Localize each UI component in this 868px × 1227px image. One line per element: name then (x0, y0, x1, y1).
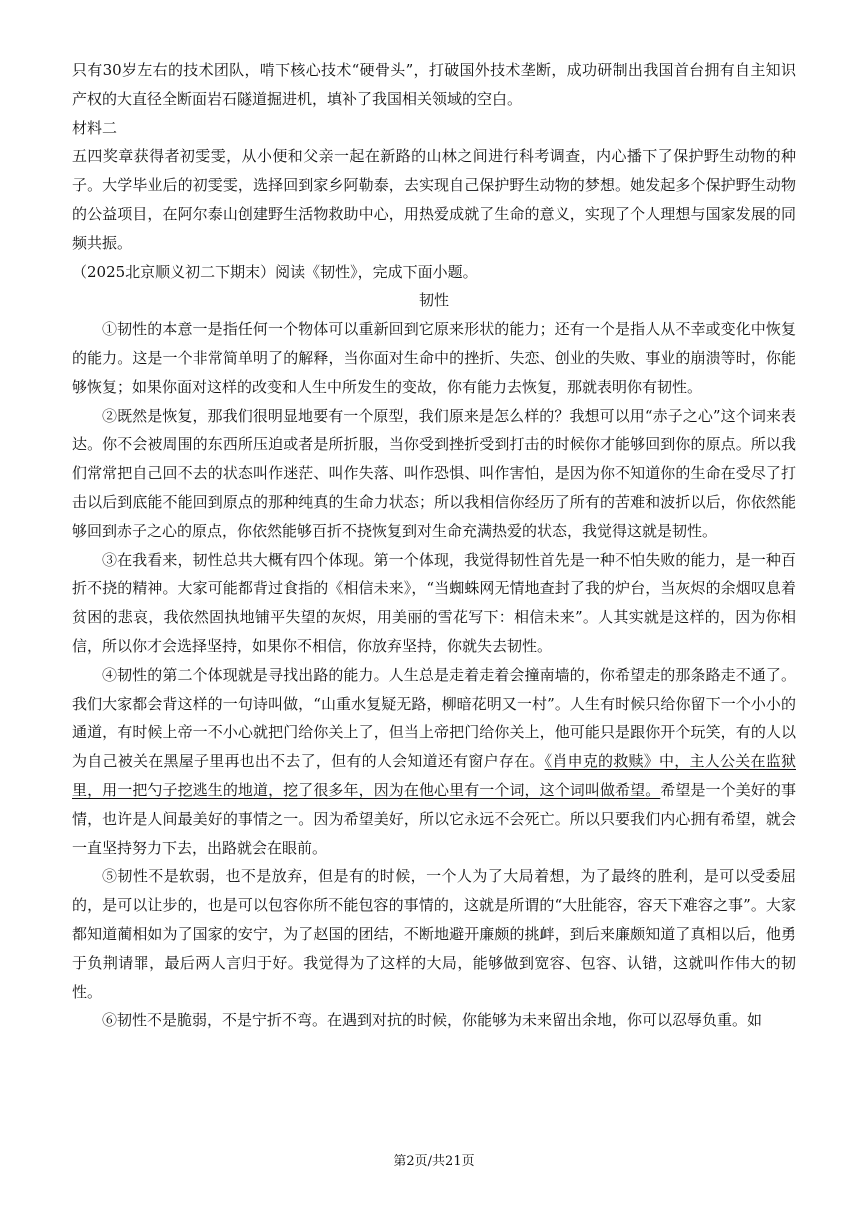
top-paragraph: 只有30岁左右的技术团队，啃下核心技术“硬骨头”，打破国外技术垄断，成功研制出我国首台拥有自主知识产权的大直径全断面岩石隧道掘进机，填补了我国相关领域的空白。 (72, 61, 796, 108)
paragraph-4-end: 希望是一个美好的事情，也许是人间最美好的事情之一。因为希望美好，所以它永远不会死亡。所以只要我们内心拥有希望，就会一直坚持努力下去，出路就会在眼前。 (72, 780, 796, 857)
paragraph-3: ③在我看来，韧性总共大概有四个体现。第一个体现，我觉得韧性首先是一种不怕失败的能力，是一种百折不挠的精神。大家可能都背过食指的《相信未来》，“当蜘蛛网无情地查封了我的炉台，当灰烬的余烟叹息着贫困的悲哀，我依然固执地铺平失望的灰烬，用美丽的雪花写下：相信未来”。人其实就是这样的，因为你相信，所以你才会选择坚持，如果你不相信，你放弃坚持，你就失去韧性。 (72, 550, 796, 655)
material2-label: 材料二 (72, 118, 118, 137)
underlined-sentence: 《肖申克的救赎》中，主人公关在监狱里，用一把勺子挖逃生的地道，挖了很多年，因为在他心里有一个词，这个词叫做希望。 (72, 752, 796, 799)
article-title: 韧性 (418, 291, 449, 310)
paragraph-5: ⑤韧性不是软弱，也不是放弃，但是有的时候，一个人为了大局着想，为了最终的胜利，是可以受委屈的，是可以让步的，也是可以包容你所不能包容的事情的，这就是所谓的“大肚能容，容天下难容之事”。大家都知道蔺相如为了国家的安宁，为了赵国的团结，不断地避开廉颇的挑衅，到后来廉颇知道了真相以后，他勇于负荆请罪，最后两人言归于好。我觉得为了这样的大局，能够做到宽容、包容、认错，这就叫作伟大的韧性。 (72, 867, 796, 1001)
document-page (72, 56, 796, 1035)
paragraph-4-start: ④韧性的第二个体现就是寻找出路的能力。人生总是走着走着会撞南墙的，你希望走的那条路走不通了。我们大家都会背这样的一句诗叫做，“山重水复疑无路，柳暗花明又一村”。人生有时候只给你留下一个小小的通道，有时候上帝一不小心就把门给你关上了，但当上帝把门给你关上，他可能只是跟你开个玩笑，有的人以为自己被关在黑屋子里再也出不去了，但有的人会知道还有窗户存在。 (72, 665, 796, 771)
material2-text: 五四奖章获得者初雯雯，从小便和父亲一起在新路的山林之间进行科考调查，内心播下了保护野生动物的种子。大学毕业后的初雯雯，选择回到家乡阿勒泰，去实现自己保护野生动物的梦想。她发起多个保护野生动物的公益项目，在阿尔泰山创建野生活物救助中心，用热爱成就了生命的意义，实现了个人理想与国家发展的同频共振。 (72, 147, 796, 252)
paragraph-6: ⑥韧性不是脆弱，不是宁折不弯。在遇到对抗的时候，你能够为未来留出余地，你可以忍辱负重。如 (102, 1011, 763, 1030)
paragraph-2: ②既然是恢复，那我们很明显地要有一个原型，我们原来是怎么样的？我想可以用“赤子之心”这个词来表达。你不会被周围的东西所压迫或者是所折服，当你受到挫折受到打击的时候你才能够回到你的原点。所以我们常常把自己回不去的状态叫作迷茫、叫作失落、叫作恐惧、叫作害怕，是因为你不知道你的生命在受尽了打击以后到底能不能回到原点的那种纯真的生命力状态；所以我相信你经历了所有的苦难和波折以后，你依然能够回到赤子之心的原点，你依然能够百折不挠恢复到对生命充满热爱的状态，我觉得这就是韧性。 (72, 406, 796, 540)
paragraph-1: ①韧性的本意一是指任何一个物体可以重新回到它原来形状的能力；还有一个是指人从不幸或变化中恢复的能力。这是一个非常简单明了的解释，当你面对生命中的挫折、失恋、创业的失败、事业的崩溃等时，你能够恢复；如果你面对这样的改变和人生中所发生的变故，你有能力去恢复，那就表明你有韧性。 (72, 320, 796, 396)
question-intro: （2025北京顺义初二下期末）阅读《韧性》，完成下面小题。 (72, 262, 478, 281)
paragraph-4 (72, 661, 796, 863)
page-footer: 第2页/共21页 (393, 1154, 475, 1169)
